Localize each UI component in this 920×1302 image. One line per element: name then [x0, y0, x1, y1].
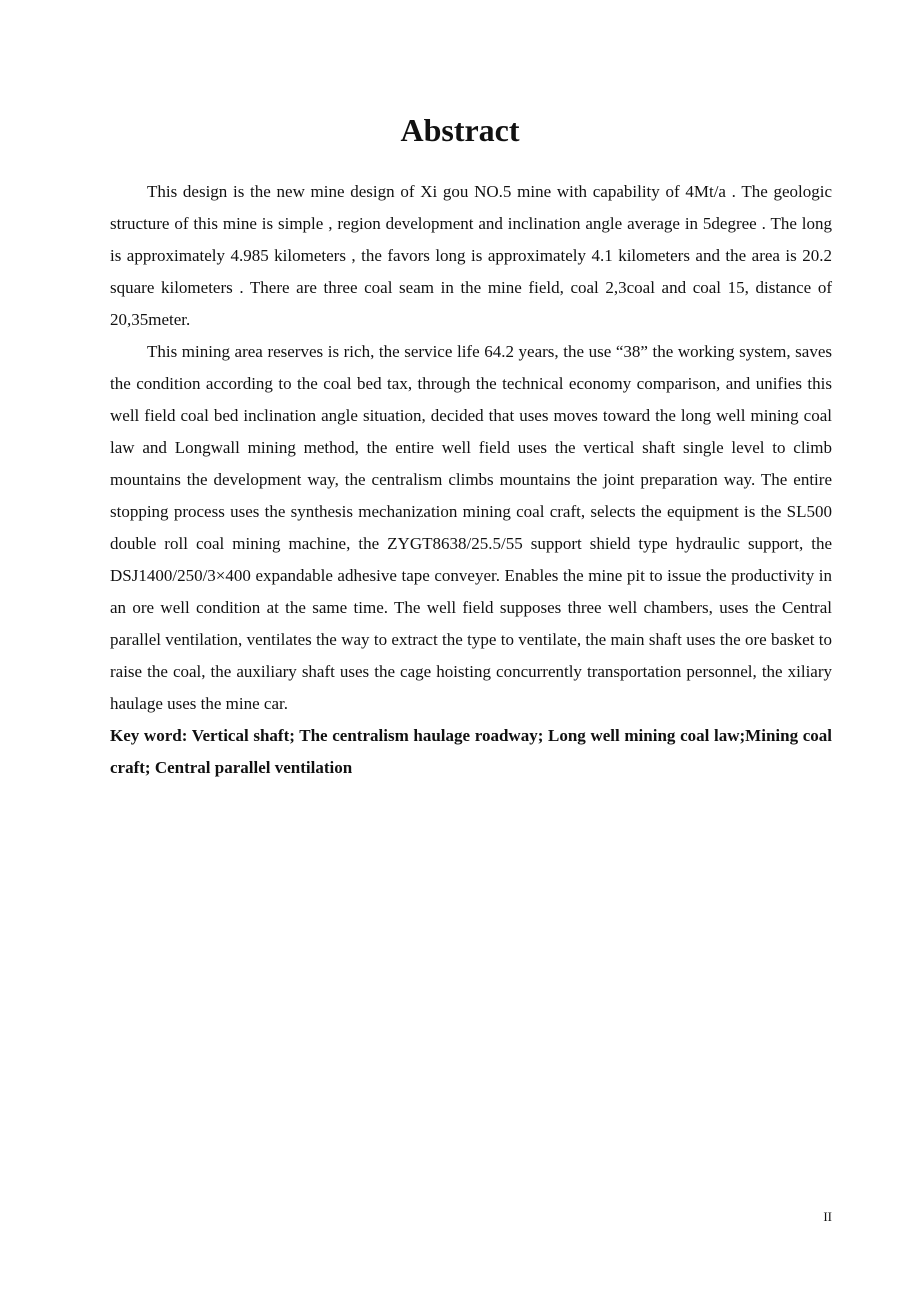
keywords: Key word: Vertical shaft; The centralism haulage roadway; Long well mining coal law;Mining coal craft; Central parallel ventilation — [110, 726, 832, 777]
abstract-paragraph-2: This mining area reserves is rich, the service life 64.2 years, the use “38” the working system, saves the condition according to the coal bed tax, through the technical economy comparison, and unifies this well field coal bed inclination angle situation, decided that uses moves toward the long well mining coal law and Longwall mining method, the entire well field uses the vertical shaft single level to climb mountains the development way, the centralism climbs mountains the joint preparation way. The entire stopping process uses the synthesis mechanization mining coal craft, selects the equipment is the SL500 double roll coal mining machine, the ZYGT8638/25.5/55 support shield type hydraulic support, the DSJ1400/250/3×400 expandable adhesive tape conveyer. Enables the mine pit to issue the productivity in an ore well condition at the same time. The well field supposes three well chambers, uses the Central parallel ventilation, ventilates the way to extract the type to ventilate, the main shaft uses the ore basket to raise the coal, the auxiliary shaft uses the cage hoisting concurrently transportation personnel, the xiliary haulage uses the mine car. — [110, 342, 832, 713]
abstract-body — [110, 176, 832, 784]
page-number: II — [823, 1209, 832, 1224]
abstract-paragraph-1: This design is the new mine design of Xi gou NO.5 mine with capability of 4Mt/a . The geologic structure of this mine is simple , region development and inclination angle average in 5degree . The long is approximately 4.985 kilometers , the favors long is approximately 4.1 kilometers and the area is 20.2 square kilometers . There are three coal seam in the mine field, coal 2,3coal and coal 15, distance of 20,35meter. — [110, 182, 832, 329]
page-title: Abstract — [400, 112, 520, 148]
